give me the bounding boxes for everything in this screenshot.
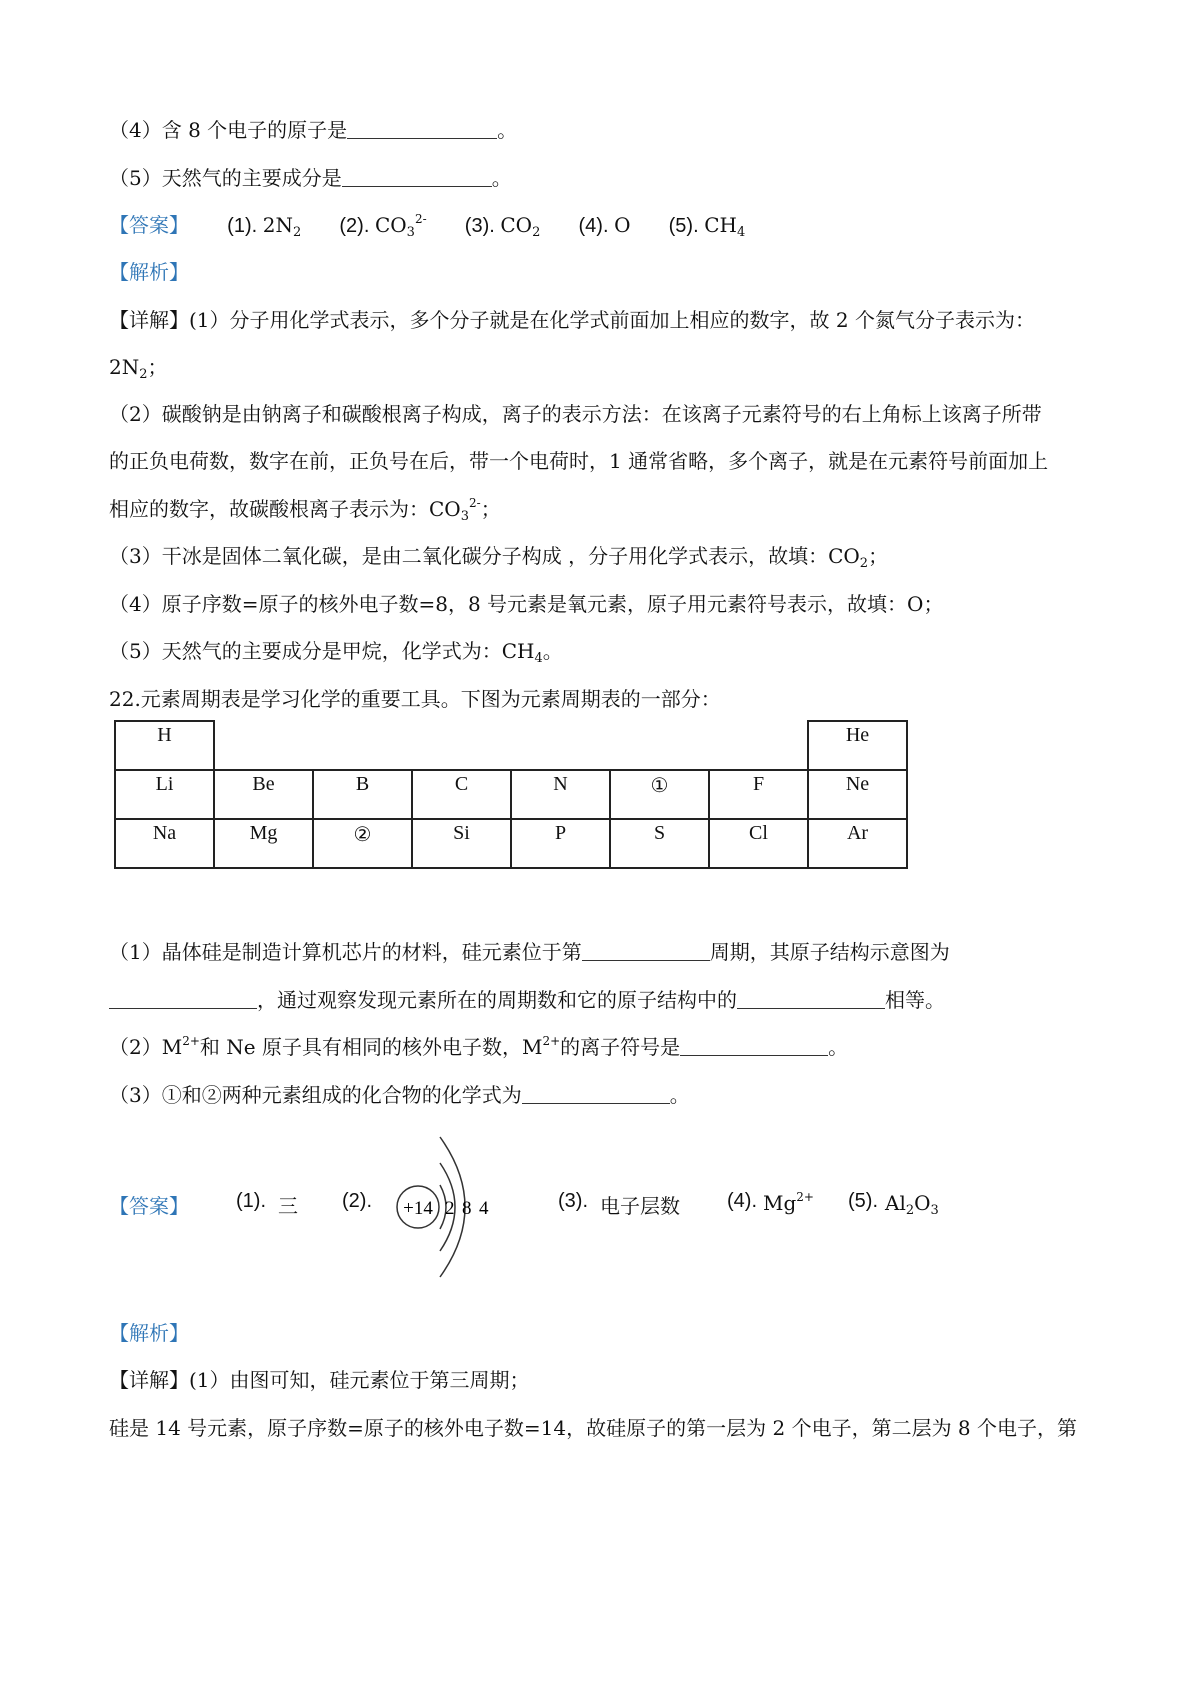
text-run: 。 — [669, 1083, 690, 1107]
text-line — [109, 496, 501, 522]
answer-3-number: (3). — [558, 1190, 588, 1212]
text-run: （2）碳酸钠是由钠离子和碳酸根离子构成，离子的表示方法：在该离子元素符号的右上角标上该离子所带 — [109, 402, 1042, 426]
answer-blank[interactable] — [109, 988, 257, 1009]
subscript: 4 — [534, 651, 543, 666]
element-cell: P — [511, 819, 610, 868]
text-line — [109, 543, 888, 569]
text-run: ； — [480, 497, 501, 521]
text-run: （4）含 8 个电子的原子是 — [109, 118, 348, 142]
subscript: 2 — [532, 225, 541, 240]
answer-4-charge: 2+ — [796, 1190, 814, 1204]
text-run: 相应的数字，故碳酸根离子表示为：CO — [109, 497, 461, 521]
text-run: 周期，其原子结构示意图为 — [709, 940, 950, 964]
supscript: 2+ — [182, 1034, 200, 1048]
text-line — [109, 1367, 530, 1393]
answer-4 — [763, 1190, 814, 1216]
text-run: CO — [500, 213, 533, 237]
answer-5-part: Al — [885, 1191, 906, 1215]
element-cell: He — [808, 721, 907, 770]
text-run: 2N — [262, 213, 293, 237]
text-line — [109, 1415, 1077, 1441]
section-label: 【解析】 — [109, 1321, 189, 1345]
empty-gap — [214, 721, 808, 770]
answer-4-number: (4). — [727, 1190, 757, 1212]
text-run — [301, 213, 339, 237]
text-run: 。 — [491, 166, 512, 190]
answer-5 — [885, 1190, 939, 1216]
silicon-atom-structure-diagram — [390, 1125, 510, 1290]
nucleus-charge: +14 — [403, 1198, 433, 1219]
text-run: （4）原子序数=原子的核外电子数=8，8 号元素是氧元素，原子用元素符号表示，故填：O； — [109, 592, 944, 616]
element-cell: Cl — [709, 819, 808, 868]
answer-1: 三 — [278, 1194, 298, 1218]
text-run: ，通过观察发现元素所在的周期数和它的原子结构中的 — [257, 988, 737, 1012]
text-line — [109, 401, 1042, 427]
text-line — [109, 1034, 848, 1060]
table-row — [115, 721, 907, 770]
text-run — [189, 213, 227, 237]
subscript: 2 — [859, 556, 869, 571]
element-cell: Ne — [808, 770, 907, 819]
answer-3: 电子层数 — [600, 1194, 680, 1218]
subscript: 3 — [460, 509, 469, 524]
section-label: 【答案】 — [109, 213, 189, 237]
text-line — [109, 307, 1035, 333]
element-cell: Mg — [214, 819, 313, 868]
text-run: 【详解】(1）分子用化学式表示，多个分子就是在化学式前面加上相应的数字，故 2 个氮气分子表示为： — [109, 308, 1035, 332]
answer-4-symbol: Mg — [763, 1191, 797, 1215]
text-line — [109, 448, 1048, 474]
text-line — [109, 686, 721, 712]
subscript: 2 — [292, 225, 302, 240]
text-run — [630, 213, 668, 237]
text-line — [109, 987, 945, 1013]
text-line — [109, 1320, 189, 1346]
text-line — [109, 1082, 690, 1108]
text-run: （3）干冰是固体二氧化碳，是由二氧化碳分子构成 ，分子用化学式表示，故填：CO — [109, 544, 860, 568]
text-run: 的离子符号是 — [560, 1035, 681, 1059]
text-line — [109, 165, 512, 191]
text-run: 【详解】(1）由图可知，硅元素位于第三周期； — [109, 1368, 530, 1392]
text-run: （5）天然气的主要成分是 — [109, 166, 342, 190]
text-run: （5）天然气的主要成分是甲烷，化学式为：CH — [109, 639, 535, 663]
text-line — [109, 591, 943, 617]
text-run: ； — [147, 355, 168, 379]
element-cell: S — [610, 819, 709, 868]
text-run: 。 — [828, 1035, 849, 1059]
text-line — [109, 212, 745, 239]
answer-5-subscript: 2 — [905, 1203, 915, 1218]
text-run: CO — [374, 213, 407, 237]
element-cell: Na — [115, 819, 214, 868]
answer-2-number: (2). — [342, 1190, 372, 1212]
text-run: 。 — [542, 639, 563, 663]
text-run: 和 Ne 原子具有相同的核外电子数，M — [199, 1035, 543, 1059]
text-run: (5). — [668, 215, 705, 237]
answer-blank[interactable] — [737, 988, 885, 1009]
element-cell: C — [412, 770, 511, 819]
answer-5-number: (5). — [848, 1190, 878, 1212]
periodic-table-fragment — [114, 720, 908, 869]
answer-5-part: O — [914, 1191, 931, 1215]
element-cell: F — [709, 770, 808, 819]
table-row — [115, 770, 907, 819]
answer-label: 【答案】 — [109, 1194, 189, 1218]
text-run: ； — [868, 544, 889, 568]
text-line — [109, 354, 168, 380]
subscript: 3 — [406, 225, 415, 240]
text-run: (1). — [227, 215, 263, 237]
answer-blank[interactable] — [522, 1083, 670, 1104]
answer-blank[interactable] — [347, 118, 497, 139]
text-run: 硅是 14 号元素，原子序数=原子的核外电子数=14，故硅原子的第一层为 2 个电子，第二层为 8 个电子，第 — [109, 1416, 1078, 1440]
element-cell: Ar — [808, 819, 907, 868]
answer-5-subscript: 3 — [930, 1203, 939, 1218]
text-run: O — [614, 213, 631, 237]
text-line — [109, 939, 950, 965]
element-cell: ② — [313, 819, 412, 868]
element-cell: Si — [412, 819, 511, 868]
shell-3-electrons: 4 — [479, 1198, 489, 1219]
shell-2-electrons: 8 — [462, 1198, 472, 1219]
text-run: (4). — [578, 215, 615, 237]
text-run: (2). — [339, 215, 375, 237]
element-cell: Be — [214, 770, 313, 819]
shell-1-electrons: 2 — [445, 1198, 455, 1219]
element-cell: N — [511, 770, 610, 819]
element-cell: Li — [115, 770, 214, 819]
answer-blank[interactable] — [582, 940, 710, 961]
element-cell: B — [313, 770, 412, 819]
section-label: 【解析】 — [109, 260, 189, 284]
answer-blank[interactable] — [342, 166, 492, 187]
supscript: 2- — [468, 496, 481, 510]
supscript: 2- — [414, 212, 427, 226]
text-run: 22.元素周期表是学习化学的重要工具。下图为元素周期表的一部分： — [109, 687, 721, 711]
answer-blank[interactable] — [680, 1035, 828, 1056]
text-line — [109, 259, 189, 285]
text-run: CH — [704, 213, 737, 237]
subscript: 2 — [139, 367, 148, 382]
table-row — [115, 819, 907, 868]
text-run: (3). — [464, 215, 501, 237]
text-line — [109, 117, 517, 143]
answer-1-number: (1). — [236, 1190, 266, 1212]
text-run: （3）①和②两种元素组成的化合物的化学式为 — [109, 1083, 522, 1107]
element-cell: ① — [610, 770, 709, 819]
element-cell: H — [115, 721, 214, 770]
text-run: 的正负电荷数，数字在前，正负号在后，带一个电荷时，1 通常省略，多个离子，就是在元素符号前面加上 — [109, 449, 1049, 473]
text-run: （2）M — [109, 1035, 183, 1059]
text-line — [109, 638, 563, 664]
supscript: 2+ — [542, 1034, 561, 1048]
text-run — [427, 213, 465, 237]
text-run: 相等。 — [885, 988, 945, 1012]
text-run — [540, 213, 578, 237]
text-run: 。 — [497, 118, 518, 142]
subscript: 4 — [736, 225, 746, 240]
text-run: （1）晶体硅是制造计算机芯片的材料，硅元素位于第 — [109, 940, 582, 964]
text-run: 2N — [109, 355, 140, 379]
